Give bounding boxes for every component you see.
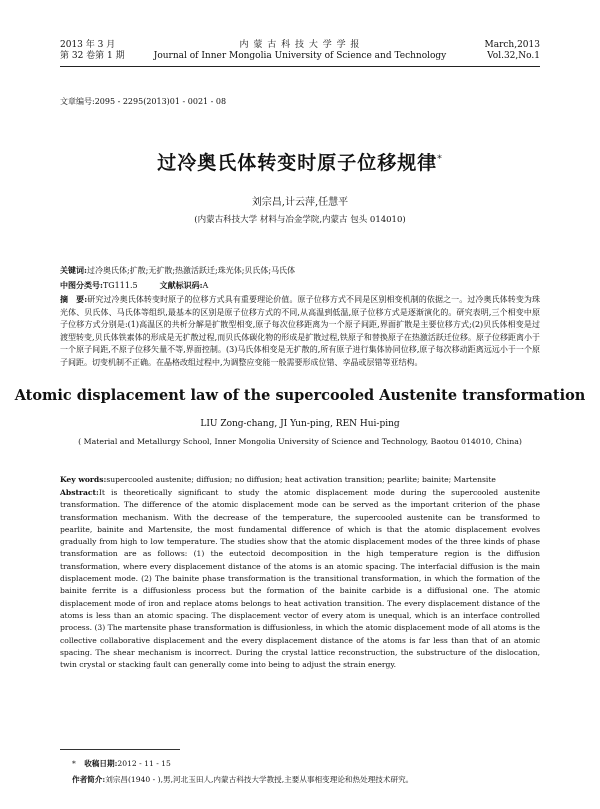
doc-code-value: A (202, 281, 209, 290)
received-date: 2012 - 11 - 15 (117, 759, 171, 768)
title-en: Atomic displacement law of the supercooled Austenite transformation (14, 387, 586, 404)
keywords-en-label: Key words: (60, 475, 107, 484)
authors-zh: 刘宗昌,计云萍,任慧平 (251, 197, 349, 208)
affiliation-en: ( Material and Metallurgy School, Inner Mongolia University of Science and Technology, Baotou 014010, China) (78, 437, 522, 446)
article-number: 文章编号:2095 - 2295(2013)01 - 0021 - 08 (60, 97, 227, 106)
abstract-zh-text: 研究过冷奥氏体转变时原子的位移方式具有重要理论价值。原子位移方式不同是区别相变机制的依据之一。过冷奥氏体转变为珠光体、贝氏体、马氏体等组织,最基本的区别是原子位移方式的不同,从高温到低温,原子位移方式是逐渐演化的。研究表明,三个相变中原子位移方式分别是:(1)高温区的共析分解是扩散型相变,原子每次位移距离为一个原子间距,界面扩散是主要位移方式;(2)贝氏体相变是过渡型转变,贝氏体铁素体的形成是无扩散过程,而贝氏体碳化物的形成是扩散过程,铁原子和替换原子在热激活跃迁位移。原子位移距离小于一个原子间距,不原子位移矢量不等,界面控制。(3)马氏体相变是无扩散的,所有原子进行集体协同位移,原子每次移动距离远远小于一个原子间距。切变机制不正确。在晶格改组过程中,为调整应变能一般需要形成位错、孪晶或层错等亚结构。 (60, 295, 541, 367)
title-zh-text: 过冷奥氏体转变时原子位移规律 (157, 152, 438, 174)
header-journal (60, 40, 540, 62)
clc-value: TG111.5 (102, 281, 138, 290)
doc-code-label: 文献标识码: (159, 280, 203, 290)
running-header (60, 40, 540, 66)
header-volume-zh: 第 32 卷第 1 期 (60, 51, 125, 61)
author-bio-text: 刘宗昌(1940 - ),男,河北玉田人,内蒙古科技大学教授,主要从事相变理论和热处理技术研究。 (105, 775, 414, 784)
keywords-en-text: supercooled austenite; diffusion; no diffusion; heat activation transition; pearlite; bainite; Martensite (106, 475, 496, 484)
abstract-zh (60, 293, 540, 369)
header-journal-zh: 内 蒙 古 科 技 大 学 学 报 (239, 40, 361, 50)
classification-zh (60, 279, 540, 293)
keywords-zh (60, 264, 540, 278)
footnote-author-bio (72, 774, 540, 785)
affiliation-zh: (内蒙古科技大学 材料与冶金学院,内蒙古 包头 014010) (194, 215, 406, 225)
header-issue-en (485, 40, 541, 62)
received-marker: * (72, 759, 76, 768)
header-date-en: March,2013 (484, 40, 540, 50)
title-footnote-mark: * (437, 154, 443, 165)
abstract-en (60, 487, 540, 671)
received-label: 收稿日期: (84, 759, 118, 768)
clc-label: 中图分类号: (60, 280, 103, 290)
abstract-en-label: Abstract: (60, 488, 99, 497)
keywords-en (60, 474, 540, 486)
header-divider (60, 66, 540, 67)
header-volume-en: Vol.32,No.1 (487, 51, 540, 61)
header-date-zh: 2013 年 3 月 (60, 40, 116, 50)
footnote-received (72, 758, 540, 769)
keywords-zh-label: 关键词: (60, 265, 87, 275)
keywords-zh-text: 过冷奥氏体;扩散;无扩散;热激活跃迁;珠光体;贝氏体;马氏体 (86, 266, 296, 275)
title-zh (0, 148, 600, 175)
header-journal-en: Journal of Inner Mongolia University of Science and Technology (153, 51, 447, 61)
abstract-zh-label: 摘 要: (60, 294, 88, 304)
abstract-en-text: It is theoretically significant to study the atomic displacement mode during the supercooled austenite transformation. The difference of the atomic displacement mode can be served as the important criterion of the phase transformation mechanism. With the decrease of the temperature, the supercooled austenite can be transformed to pearlite, bainite and Martensite, the most fundamental difference of which is that the atomic displacement evolves gradually from high to low temperature. The studies show that the atomic displacement modes of the three kinds of phase transformation are as follows: (1) the eutectoid decomposition in the high temperature region is the diffusion transformation, where every displacement distance of the atoms is an atomic spacing. The interfacial diffusion is the main displacement mode. (2) The bainite phase transformation is the transitional transformation, in which the formation of the bainite ferrite is a diffusionless process but the formation of the bainite carbide is a diffusional one. The atomic displacement mode of iron and replace atoms belongs to heat activation transition. The every displacement distance of the atoms is less than an atomic spacing. The displacement vector of every atom is unequal, which is an interface controlled process. (3) The martensite phase transformation is diffusionless, in which the atomic displacement mode of all atoms is the collective collaborative displacement and the every displacement distance of the atoms is far less than that of an atomic spacing. The shear mechanism is incorrect. During the crystal lattice reconstruction, the substructure of the dislocation, twin crystal or stacking fault can generally come into being to adjust the strain energy. (60, 488, 540, 670)
footnote-divider (60, 749, 180, 750)
authors-en: LIU Zong-chang, JI Yun-ping, REN Hui-ping (200, 419, 400, 429)
author-bio-label: 作者简介: (72, 775, 106, 784)
